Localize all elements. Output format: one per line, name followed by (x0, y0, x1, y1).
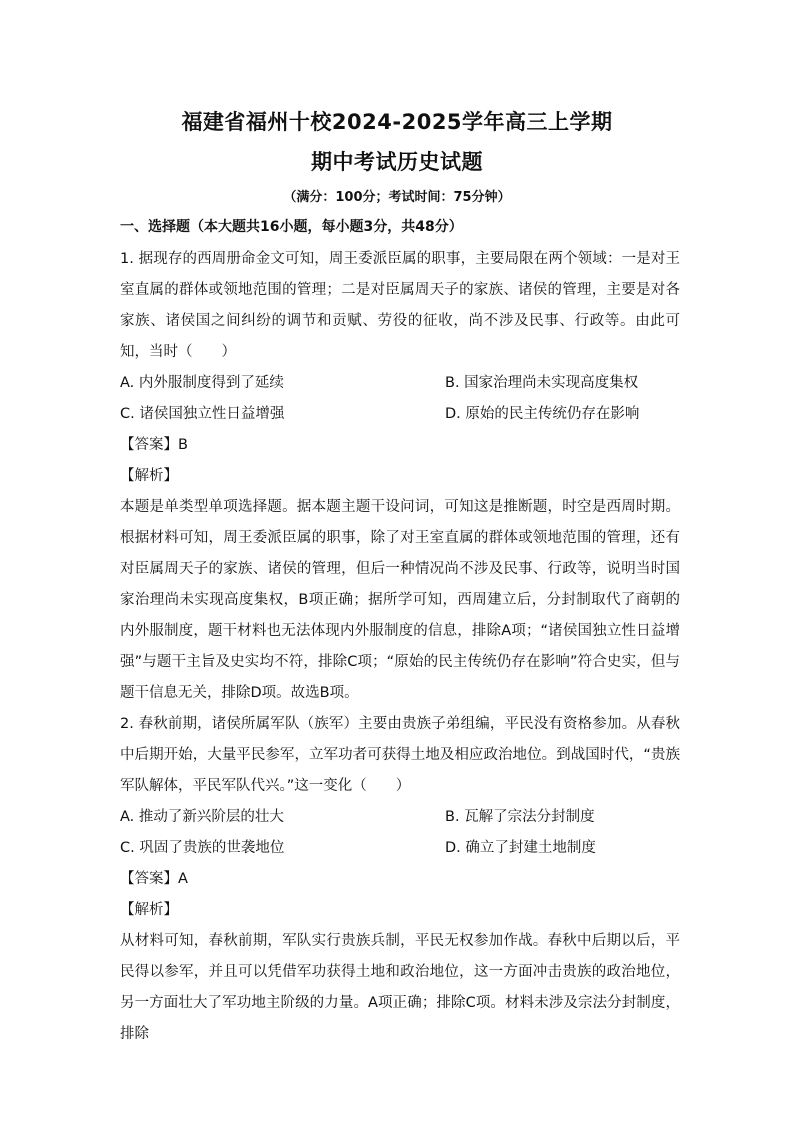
question-1-option-d: D. 原始的民主传统仍存在影响 (445, 406, 640, 422)
question-2 (120, 709, 680, 1050)
question-2-analysis-label: 【解析】 (120, 902, 178, 918)
exam-title-line2: 期中考试历史试题 (311, 150, 483, 174)
question-1-option-a: A. 内外服制度得到了延续 (120, 375, 284, 391)
question-1-analysis-label: 【解析】 (120, 468, 178, 484)
question-1 (120, 244, 680, 709)
questions-content (120, 244, 680, 1050)
question-1-answer: 【答案】B (120, 437, 188, 453)
question-2-option-d: D. 确立了封建土地制度 (445, 840, 596, 856)
question-2-stem: 2. 春秋前期，诸侯所属军队（族军）主要由贵族子弟组编，平民没有资格参加。从春秋中后期开始，大量平民参军，立军功者可获得土地及相应政治地位。到战国时代，“贵族军队解体，平民军队代兴。”这一变化（ ） (120, 716, 680, 794)
question-2-option-c: C. 巩固了贵族的世袭地位 (120, 840, 285, 856)
question-2-answer: 【答案】A (120, 871, 188, 887)
question-2-options (120, 802, 680, 864)
question-2-option-a: A. 推动了新兴阶层的壮大 (120, 809, 284, 825)
question-1-options (120, 368, 680, 430)
section-heading: 一、选择题（本大题共16小题，每小题3分，共48分） (120, 219, 463, 235)
question-1-option-b: B. 国家治理尚未实现高度集权 (445, 375, 639, 391)
question-1-analysis: 本题是单类型单项选择题。据本题主题干设问词，可知这是推断题，时空是西周时期。根据材料可知，周王委派臣属的职事，除了对王室直属的群体或领地范围的管理，还有对臣属周天子的家族、诸侯的管理，但后一种情况尚不涉及民事、行政等，说明当时国家治理尚未实现高度集权，B项正确；据所学可知，西周建立后，分封制取代了商朝的内外服制度，题干材料也无法体现内外服制度的信息，排除A项；“诸侯国独立性日益增强”与题干主旨及史实均不符，排除C项；“原始的民主传统仍存在影响”符合史实，但与题干信息无关，排除D项。故选B项。 (120, 499, 680, 701)
exam-subtitle: （满分：100分；考试时间：75分钟） (283, 190, 511, 205)
question-1-option-c: C. 诸侯国独立性日益增强 (120, 406, 285, 422)
question-2-analysis: 从材料可知，春秋前期，军队实行贵族兵制，平民无权参加作战。春秋中后期以后，平民得以参军，并且可以凭借军功获得土地和政治地位，这一方面冲击贵族的政治地位，另一方面壮大了军功地主阶级的力量。A项正确；排除C项。材料未涉及宗法分封制度，排除 (120, 933, 680, 1042)
question-1-stem: 1. 据现存的西周册命金文可知，周王委派臣属的职事，主要局限在两个领域：一是对王室直属的群体或领地范围的管理；二是对臣属周天子的家族、诸侯的管理，主要是对各家族、诸侯国之间纠纷的调节和贡赋、劳役的征收，尚不涉及民事、行政等。由此可知，当时（ ） (120, 251, 680, 360)
question-2-option-b: B. 瓦解了宗法分封制度 (445, 809, 595, 825)
exam-title-line1: 福建省福州十校2024-2025学年高三上学期 (181, 110, 613, 134)
